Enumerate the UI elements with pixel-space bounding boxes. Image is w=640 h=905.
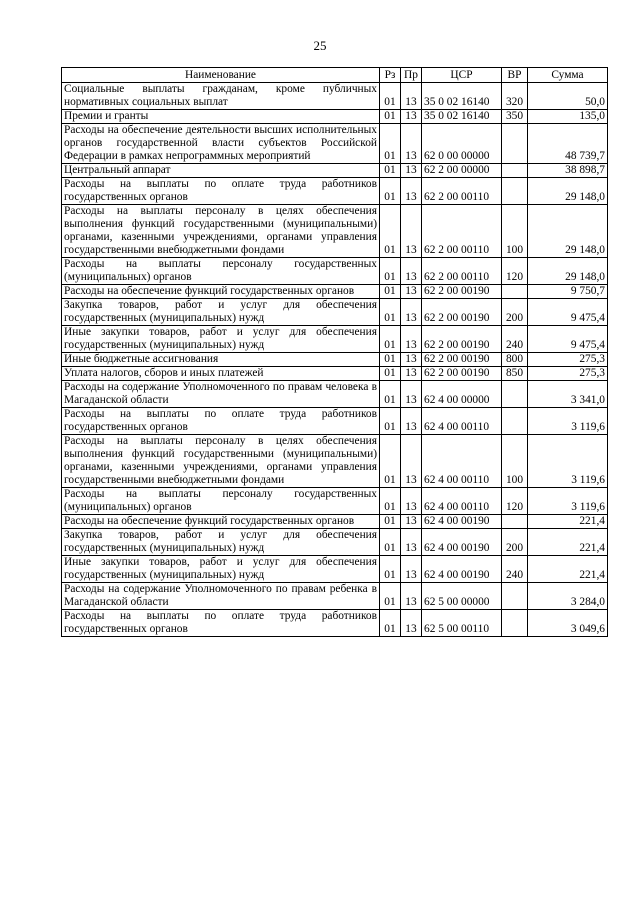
cell-vr: 240 [502, 326, 528, 353]
cell-name: Закупка товаров, работ и услуг для обеспечения государственных (муниципальных) нужд [62, 529, 380, 556]
cell-vr: 200 [502, 529, 528, 556]
cell-sum: 50,0 [528, 83, 608, 110]
cell-pr: 13 [401, 381, 422, 408]
cell-csr: 62 4 00 00110 [422, 488, 502, 515]
page-number: 25 [313, 38, 327, 53]
cell-sum: 3 341,0 [528, 381, 608, 408]
table-row [62, 285, 608, 299]
table-row [62, 110, 608, 124]
table-row [62, 556, 608, 583]
cell-rz: 01 [380, 488, 401, 515]
cell-name: Расходы на обеспечение функций государственных органов [62, 515, 380, 529]
cell-pr: 13 [401, 124, 422, 164]
table-row [62, 381, 608, 408]
cell-rz: 01 [380, 556, 401, 583]
cell-vr: 200 [502, 299, 528, 326]
cell-pr: 13 [401, 178, 422, 205]
cell-csr: 62 2 00 00190 [422, 353, 502, 367]
cell-vr: 100 [502, 205, 528, 258]
cell-vr: 100 [502, 435, 528, 488]
cell-name: Закупка товаров, работ и услуг для обеспечения государственных (муниципальных) нужд [62, 299, 380, 326]
cell-csr: 62 4 00 00110 [422, 435, 502, 488]
cell-vr: 240 [502, 556, 528, 583]
budget-table [61, 67, 608, 637]
cell-name: Иные бюджетные ассигнования [62, 353, 380, 367]
cell-vr [502, 610, 528, 637]
table-row [62, 583, 608, 610]
cell-pr: 13 [401, 367, 422, 381]
table-row [62, 178, 608, 205]
cell-csr: 62 0 00 00000 [422, 124, 502, 164]
cell-rz: 01 [380, 353, 401, 367]
table-row [62, 164, 608, 178]
cell-name: Премии и гранты [62, 110, 380, 124]
cell-name: Расходы на выплаты персоналу государственных (муниципальных) органов [62, 488, 380, 515]
table-row [62, 326, 608, 353]
cell-name: Расходы на выплаты персоналу государственных (муниципальных) органов [62, 258, 380, 285]
table-row [62, 258, 608, 285]
cell-vr: 320 [502, 83, 528, 110]
cell-csr: 62 4 00 00110 [422, 408, 502, 435]
cell-csr: 35 0 02 16140 [422, 110, 502, 124]
cell-csr: 62 4 00 00190 [422, 556, 502, 583]
cell-csr: 35 0 02 16140 [422, 83, 502, 110]
table-row [62, 124, 608, 164]
cell-sum: 9 750,7 [528, 285, 608, 299]
cell-name: Расходы на выплаты по оплате труда работников государственных органов [62, 408, 380, 435]
header-name: Наименование [62, 68, 380, 83]
cell-pr: 13 [401, 529, 422, 556]
cell-name: Центральный аппарат [62, 164, 380, 178]
cell-vr: 800 [502, 353, 528, 367]
cell-sum: 9 475,4 [528, 299, 608, 326]
cell-csr: 62 5 00 00110 [422, 610, 502, 637]
table-body [62, 83, 608, 637]
cell-rz: 01 [380, 178, 401, 205]
cell-rz: 01 [380, 299, 401, 326]
cell-sum: 275,3 [528, 367, 608, 381]
cell-vr: 350 [502, 110, 528, 124]
cell-name: Иные закупки товаров, работ и услуг для обеспечения государственных (муниципальных) нужд [62, 556, 380, 583]
header-csr: ЦСР [422, 68, 502, 83]
cell-sum: 38 898,7 [528, 164, 608, 178]
cell-sum: 48 739,7 [528, 124, 608, 164]
cell-rz: 01 [380, 83, 401, 110]
table-row [62, 299, 608, 326]
cell-csr: 62 2 00 00110 [422, 205, 502, 258]
cell-name: Расходы на выплаты персоналу в целях обеспечения выполнения функций государственными (муниципальными) органами, казенными учреждениями, органами управления государственными внебюджетными фондами [62, 205, 380, 258]
cell-pr: 13 [401, 610, 422, 637]
cell-pr: 13 [401, 488, 422, 515]
cell-pr: 13 [401, 205, 422, 258]
header-pr: Пр [401, 68, 422, 83]
cell-name: Социальные выплаты гражданам, кроме публичных нормативных социальных выплат [62, 83, 380, 110]
cell-pr: 13 [401, 326, 422, 353]
cell-csr: 62 2 00 00190 [422, 367, 502, 381]
cell-name: Уплата налогов, сборов и иных платежей [62, 367, 380, 381]
cell-sum: 3 284,0 [528, 583, 608, 610]
table-row [62, 515, 608, 529]
cell-pr: 13 [401, 556, 422, 583]
cell-pr: 13 [401, 110, 422, 124]
cell-rz: 01 [380, 367, 401, 381]
cell-rz: 01 [380, 583, 401, 610]
cell-csr: 62 2 00 00110 [422, 178, 502, 205]
cell-sum: 29 148,0 [528, 205, 608, 258]
cell-name: Расходы на содержание Уполномоченного по правам человека в Магаданской области [62, 381, 380, 408]
cell-csr: 62 4 00 00190 [422, 529, 502, 556]
cell-vr [502, 408, 528, 435]
cell-pr: 13 [401, 258, 422, 285]
cell-csr: 62 2 00 00190 [422, 326, 502, 353]
cell-vr [502, 164, 528, 178]
cell-name: Расходы на обеспечение деятельности высших исполнительных органов государственной власти субъектов Российской Федерации в рамках непрограммных мероприятий [62, 124, 380, 164]
cell-vr [502, 583, 528, 610]
cell-vr [502, 285, 528, 299]
table-row [62, 488, 608, 515]
cell-name: Расходы на обеспечение функций государственных органов [62, 285, 380, 299]
cell-vr: 120 [502, 258, 528, 285]
cell-vr: 120 [502, 488, 528, 515]
cell-sum: 29 148,0 [528, 258, 608, 285]
cell-name: Расходы на выплаты персоналу в целях обеспечения выполнения функций государственными (муниципальными) органами, казенными учреждениями, органами управления государственными внебюджетными фондами [62, 435, 380, 488]
cell-name: Расходы на выплаты по оплате труда работников государственных органов [62, 178, 380, 205]
cell-sum: 221,4 [528, 529, 608, 556]
cell-pr: 13 [401, 408, 422, 435]
table-row [62, 83, 608, 110]
cell-rz: 01 [380, 515, 401, 529]
table-row [62, 353, 608, 367]
cell-csr: 62 2 00 00190 [422, 299, 502, 326]
cell-sum: 3 119,6 [528, 435, 608, 488]
cell-rz: 01 [380, 326, 401, 353]
cell-name: Иные закупки товаров, работ и услуг для обеспечения государственных (муниципальных) нужд [62, 326, 380, 353]
cell-sum: 3 119,6 [528, 408, 608, 435]
cell-sum: 135,0 [528, 110, 608, 124]
cell-sum: 275,3 [528, 353, 608, 367]
cell-sum: 221,4 [528, 556, 608, 583]
cell-rz: 01 [380, 285, 401, 299]
cell-csr: 62 5 00 00000 [422, 583, 502, 610]
cell-sum: 3 049,6 [528, 610, 608, 637]
cell-csr: 62 2 00 00110 [422, 258, 502, 285]
cell-csr: 62 2 00 00190 [422, 285, 502, 299]
cell-sum: 29 148,0 [528, 178, 608, 205]
table-row [62, 529, 608, 556]
cell-vr [502, 381, 528, 408]
table-row [62, 610, 608, 637]
cell-rz: 01 [380, 529, 401, 556]
cell-pr: 13 [401, 83, 422, 110]
cell-sum: 9 475,4 [528, 326, 608, 353]
table-header-row [62, 68, 608, 83]
cell-csr: 62 2 00 00000 [422, 164, 502, 178]
cell-name: Расходы на выплаты по оплате труда работников государственных органов [62, 610, 380, 637]
cell-pr: 13 [401, 515, 422, 529]
cell-rz: 01 [380, 164, 401, 178]
table-row [62, 205, 608, 258]
cell-pr: 13 [401, 164, 422, 178]
table-row [62, 408, 608, 435]
cell-pr: 13 [401, 583, 422, 610]
cell-vr [502, 515, 528, 529]
cell-sum: 3 119,6 [528, 488, 608, 515]
cell-vr: 850 [502, 367, 528, 381]
cell-csr: 62 4 00 00000 [422, 381, 502, 408]
header-sum: Сумма [528, 68, 608, 83]
cell-name: Расходы на содержание Уполномоченного по правам ребенка в Магаданской области [62, 583, 380, 610]
cell-rz: 01 [380, 435, 401, 488]
cell-rz: 01 [380, 381, 401, 408]
cell-rz: 01 [380, 110, 401, 124]
cell-rz: 01 [380, 124, 401, 164]
cell-vr [502, 124, 528, 164]
header-rz: Рз [380, 68, 401, 83]
cell-csr: 62 4 00 00190 [422, 515, 502, 529]
cell-vr [502, 178, 528, 205]
cell-pr: 13 [401, 299, 422, 326]
header-vr: ВР [502, 68, 528, 83]
cell-pr: 13 [401, 353, 422, 367]
cell-rz: 01 [380, 408, 401, 435]
cell-rz: 01 [380, 258, 401, 285]
cell-rz: 01 [380, 610, 401, 637]
cell-sum: 221,4 [528, 515, 608, 529]
cell-pr: 13 [401, 435, 422, 488]
cell-rz: 01 [380, 205, 401, 258]
table-row [62, 367, 608, 381]
cell-pr: 13 [401, 285, 422, 299]
table-row [62, 435, 608, 488]
